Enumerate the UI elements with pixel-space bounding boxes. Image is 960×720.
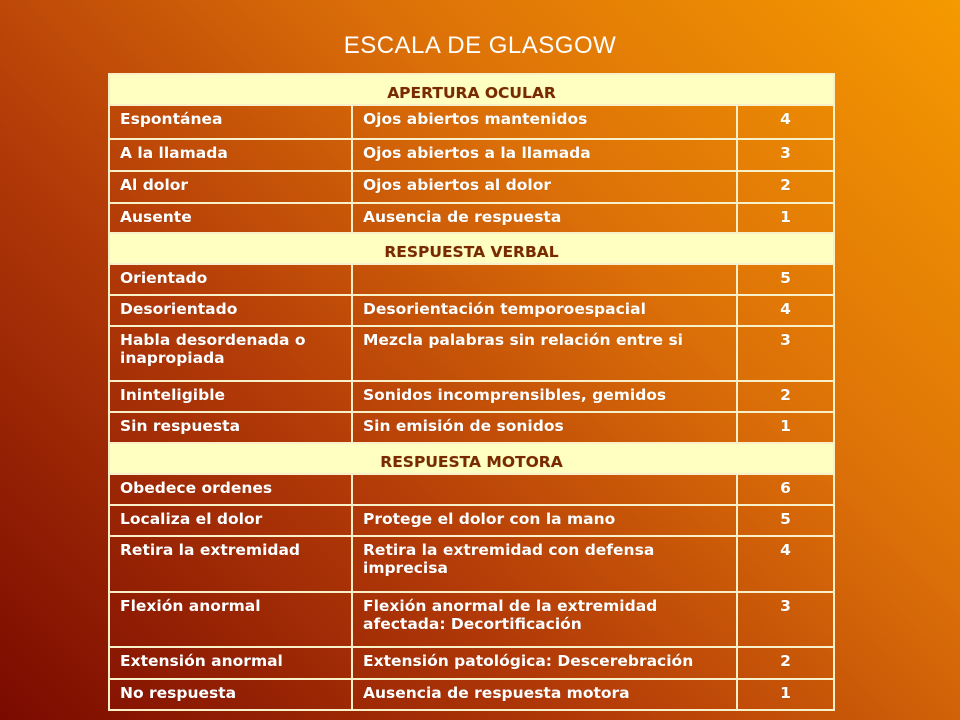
score-cell: 3: [737, 326, 834, 381]
table-row: [109, 679, 834, 710]
description-cell: Protege el dolor con la mano: [352, 505, 737, 536]
response-cell: Desorientado: [109, 295, 352, 326]
description-cell: Extensión patológica: Descerebración: [352, 647, 737, 679]
table-row: [109, 536, 834, 592]
description-cell: Sonidos incomprensibles, gemidos: [352, 381, 737, 412]
response-cell: Extensión anormal: [109, 647, 352, 679]
score-cell: 3: [737, 139, 834, 171]
table-row: [109, 264, 834, 295]
description-cell: Ojos abiertos al dolor: [352, 171, 737, 203]
score-cell: 5: [737, 505, 834, 536]
response-cell: Ausente: [109, 203, 352, 233]
table-row: [109, 381, 834, 412]
response-cell: No respuesta: [109, 679, 352, 710]
response-cell: Habla desordenada o inapropiada: [109, 326, 352, 381]
description-cell: [352, 474, 737, 505]
description-cell: Ojos abiertos mantenidos: [352, 105, 737, 139]
response-cell: Localiza el dolor: [109, 505, 352, 536]
description-cell: [352, 264, 737, 295]
score-cell: 4: [737, 105, 834, 139]
table-row: [109, 505, 834, 536]
response-cell: Ininteligible: [109, 381, 352, 412]
glasgow-table: [108, 73, 835, 711]
response-cell: Orientado: [109, 264, 352, 295]
table-row: [109, 139, 834, 171]
description-cell: Flexión anormal de la extremidad afectada: Decortificación: [352, 592, 737, 647]
section-heading: RESPUESTA VERBAL: [109, 233, 834, 264]
page-title: ESCALA DE GLASGOW: [343, 32, 617, 59]
score-cell: 1: [737, 203, 834, 233]
score-cell: 2: [737, 381, 834, 412]
score-cell: 2: [737, 171, 834, 203]
description-cell: Ausencia de respuesta: [352, 203, 737, 233]
response-cell: Al dolor: [109, 171, 352, 203]
table-row: [109, 295, 834, 326]
section-header-row: [109, 74, 834, 105]
description-cell: Sin emisión de sonidos: [352, 412, 737, 443]
description-cell: Ojos abiertos a la llamada: [352, 139, 737, 171]
response-cell: Retira la extremidad: [109, 536, 352, 592]
description-cell: Desorientación temporoespacial: [352, 295, 737, 326]
table-row: [109, 171, 834, 203]
description-cell: Ausencia de respuesta motora: [352, 679, 737, 710]
table-row: [109, 592, 834, 647]
score-cell: 5: [737, 264, 834, 295]
table-row: [109, 412, 834, 443]
score-cell: 3: [737, 592, 834, 647]
response-cell: Sin respuesta: [109, 412, 352, 443]
section-header-row: [109, 443, 834, 474]
section-heading: RESPUESTA MOTORA: [109, 443, 834, 474]
response-cell: Espontánea: [109, 105, 352, 139]
score-cell: 1: [737, 412, 834, 443]
table-row: [109, 105, 834, 139]
section-header-row: [109, 233, 834, 264]
score-cell: 6: [737, 474, 834, 505]
score-cell: 2: [737, 647, 834, 679]
table-row: [109, 647, 834, 679]
table-row: [109, 474, 834, 505]
section-heading: APERTURA OCULAR: [109, 74, 834, 105]
score-cell: 4: [737, 536, 834, 592]
description-cell: Retira la extremidad con defensa imprecisa: [352, 536, 737, 592]
description-cell: Mezcla palabras sin relación entre si: [352, 326, 737, 381]
table-row: [109, 326, 834, 381]
score-cell: 4: [737, 295, 834, 326]
response-cell: A la llamada: [109, 139, 352, 171]
response-cell: Flexión anormal: [109, 592, 352, 647]
table-row: [109, 203, 834, 233]
score-cell: 1: [737, 679, 834, 710]
response-cell: Obedece ordenes: [109, 474, 352, 505]
